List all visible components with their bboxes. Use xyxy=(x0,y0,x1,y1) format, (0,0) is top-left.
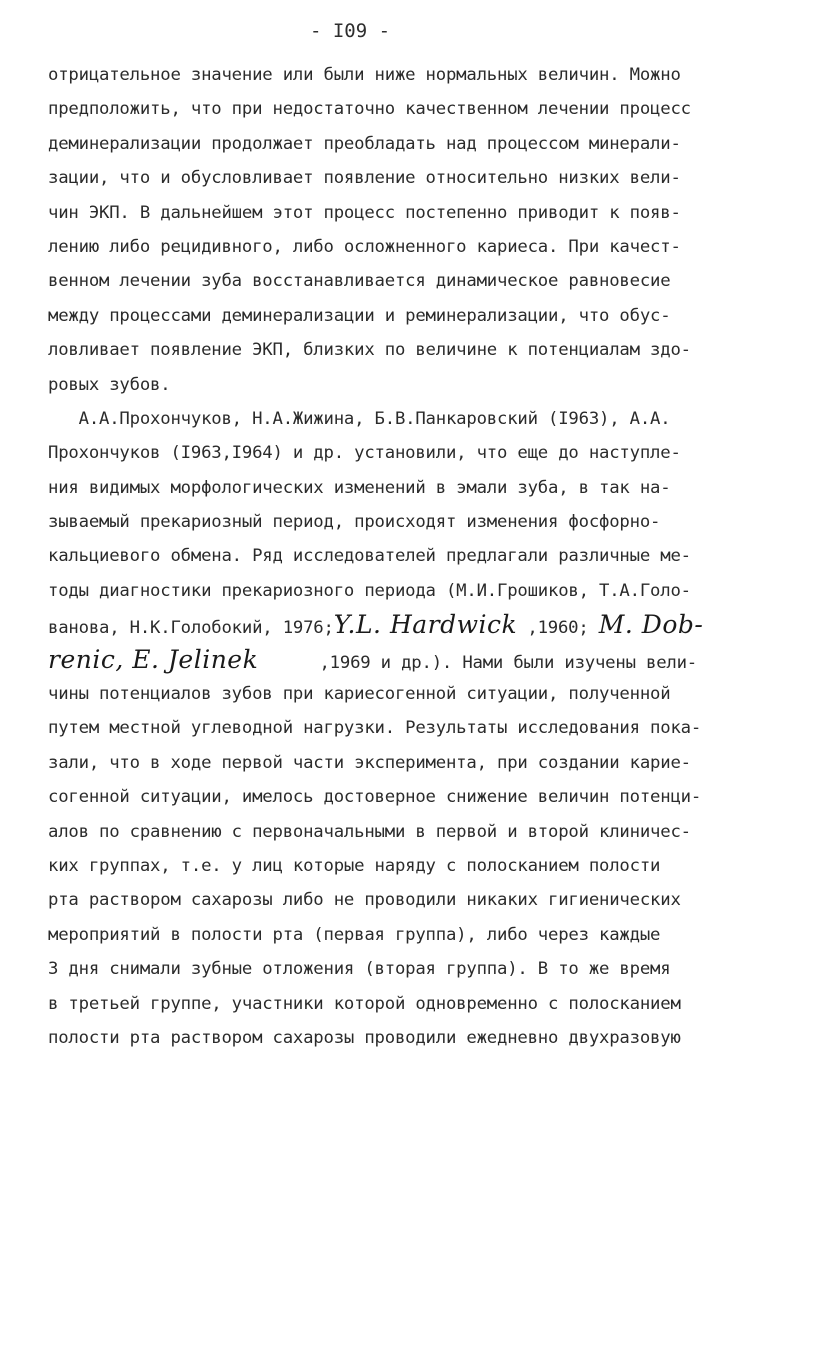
text-line: отрицательное значение или были ниже нормальных величин. Можно xyxy=(48,65,681,85)
text-line: лению либо рецидивного, либо осложненного кариеса. При качест- xyxy=(48,236,681,257)
page-number: - I09 - xyxy=(309,20,391,42)
text-line-with-handwriting xyxy=(48,643,778,677)
handwritten-author: Y.L. Hardwick xyxy=(333,610,518,640)
text-line: алов по сравнению с первоначальными в первой и второй клиничес- xyxy=(48,821,691,842)
text-line: тоды диагностики прекариозного периода (М.И.Грошиков, Т.А.Голо- xyxy=(48,580,691,601)
handwritten-author: renic, E. Jelinek xyxy=(48,644,259,674)
text-line: ния видимых морфологических изменений в эмали зуба, в так на- xyxy=(48,477,671,498)
text-line: Прохончуков (I963,I964) и др. установили, что еще до наступле- xyxy=(48,443,681,464)
text-line: деминерализации продолжает преобладать над процессом минерали- xyxy=(48,133,681,154)
text-segment: ,1960; xyxy=(517,618,599,639)
text-segment: ,1969 и др.). Нами были изучены вели- xyxy=(258,652,698,673)
text-line: чин ЭКП. В дальнейшем этот процесс постепенно приводит к появ- xyxy=(48,202,681,223)
text-line: чины потенциалов зубов при кариесогенной ситуации, полученной xyxy=(48,684,671,705)
text-line: венном лечении зуба восстанавливается динамическое равновесие xyxy=(48,271,671,292)
text-line: ких группах, т.е. у лиц которые наряду с полосканием полости xyxy=(48,855,661,876)
text-line: кальциевого обмена. Ряд исследователей предлагали различные ме- xyxy=(48,546,691,567)
text-line: зали, что в ходе первой части эксперимента, при создании карие- xyxy=(48,752,691,773)
text-line: между процессами деминерализации и реминерализации, что обус- xyxy=(48,305,671,326)
text-line-with-handwriting xyxy=(48,608,778,642)
text-segment: ванова, Н.К.Голобокий, 1976; xyxy=(48,618,334,639)
text-line: рта раствором сахарозы либо не проводили никаких гигиенических xyxy=(48,890,681,911)
text-line: ловливает появление ЭКП, близких по величине к потенциалам здо- xyxy=(48,340,691,361)
handwritten-author: M. Dob- xyxy=(598,610,704,640)
text-line: предположить, что при недостаточно качественном лечении процесс xyxy=(48,99,691,120)
text-line: полости рта раствором сахарозы проводили ежедневно двухразовую xyxy=(48,1027,681,1048)
body-text xyxy=(48,58,778,1055)
text-line: 3 дня снимали зубные отложения (вторая группа). В то же время xyxy=(48,959,671,980)
text-line: ровых зубов. xyxy=(48,374,171,395)
text-line: зываемый прекариозный период, происходят изменения фосфорно- xyxy=(48,512,661,533)
text-line: А.А.Прохончуков, Н.А.Жижина, Б.В.Панкаровский (I963), А.А. xyxy=(48,408,671,429)
text-line: путем местной углеводной нагрузки. Результаты исследования пока- xyxy=(48,718,702,739)
text-line: в третьей группе, участники которой одновременно с полосканием xyxy=(48,993,681,1014)
text-line: согенной ситуации, имелось достоверное снижение величин потенци- xyxy=(48,787,702,808)
text-line: мероприятий в полости рта (первая группа), либо через каждые xyxy=(48,924,661,945)
text-line: зации, что и обусловливает появление относительно низких вели- xyxy=(48,168,681,189)
